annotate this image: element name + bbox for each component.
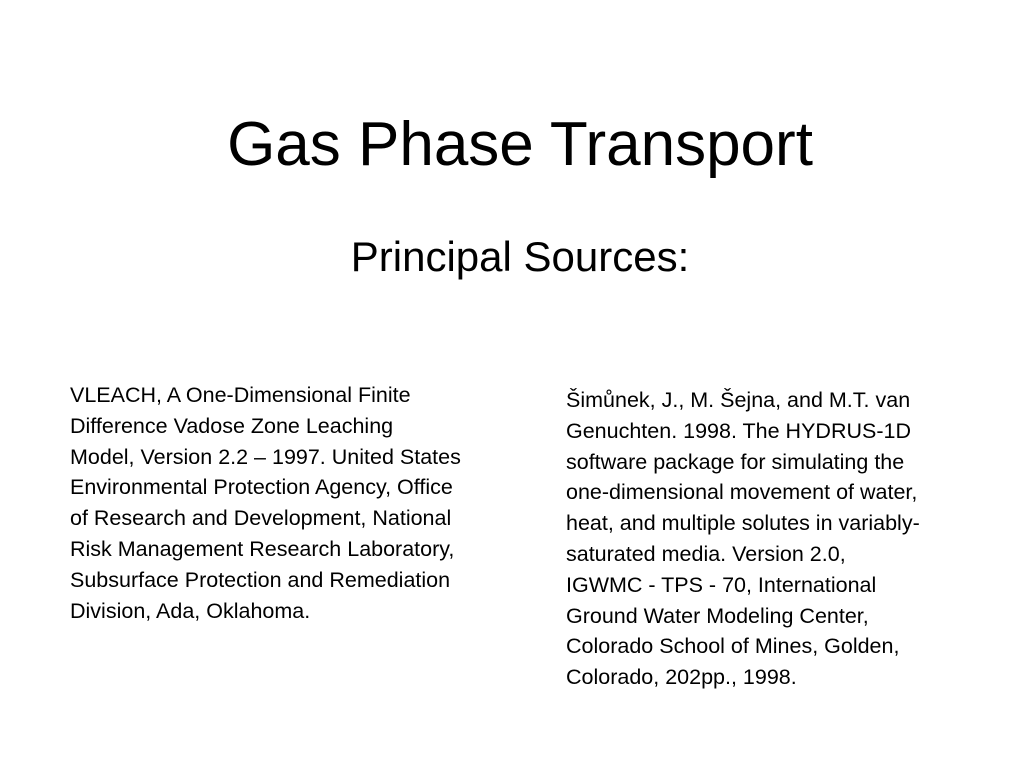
reference-line: Difference Vadose Zone Leaching (70, 413, 394, 438)
reference-line: software package for simulating the (566, 449, 905, 474)
reference-line: heat, and multiple solutes in variably- (566, 511, 920, 536)
reference-line: Subsurface Protection and Remediation (70, 567, 451, 592)
reference-hydrus (566, 385, 1006, 693)
reference-line: Šimůnek, J., M. Šejna, and M.T. van (566, 388, 911, 412)
reference-line: Genuchten. 1998. The HYDRUS-1D (566, 418, 911, 443)
reference-line: Colorado School of Mines, Golden, (566, 634, 900, 659)
reference-line: Risk Management Research Laboratory, (70, 536, 455, 561)
reference-line: of Research and Development, National (70, 506, 452, 531)
reference-line: Ground Water Modeling Center, (566, 603, 869, 628)
reference-line: one-dimensional movement of water, (566, 480, 918, 505)
reference-line: VLEACH, A One-Dimensional Finite (70, 383, 411, 407)
reference-line: Model, Version 2.2 – 1997. United States (70, 444, 461, 469)
reference-line: Division, Ada, Oklahoma. (70, 598, 311, 623)
slide-subtitle: Principal Sources: (350, 233, 690, 280)
slide-title: Gas Phase Transport (227, 110, 813, 179)
reference-line: Environmental Protection Agency, Office (70, 475, 453, 500)
reference-line: saturated media. Version 2.0, (566, 541, 846, 566)
reference-line: Colorado, 202pp., 1998. (566, 665, 797, 690)
reference-vleach (70, 380, 548, 626)
reference-line: IGWMC - TPS - 70, International (566, 572, 877, 597)
